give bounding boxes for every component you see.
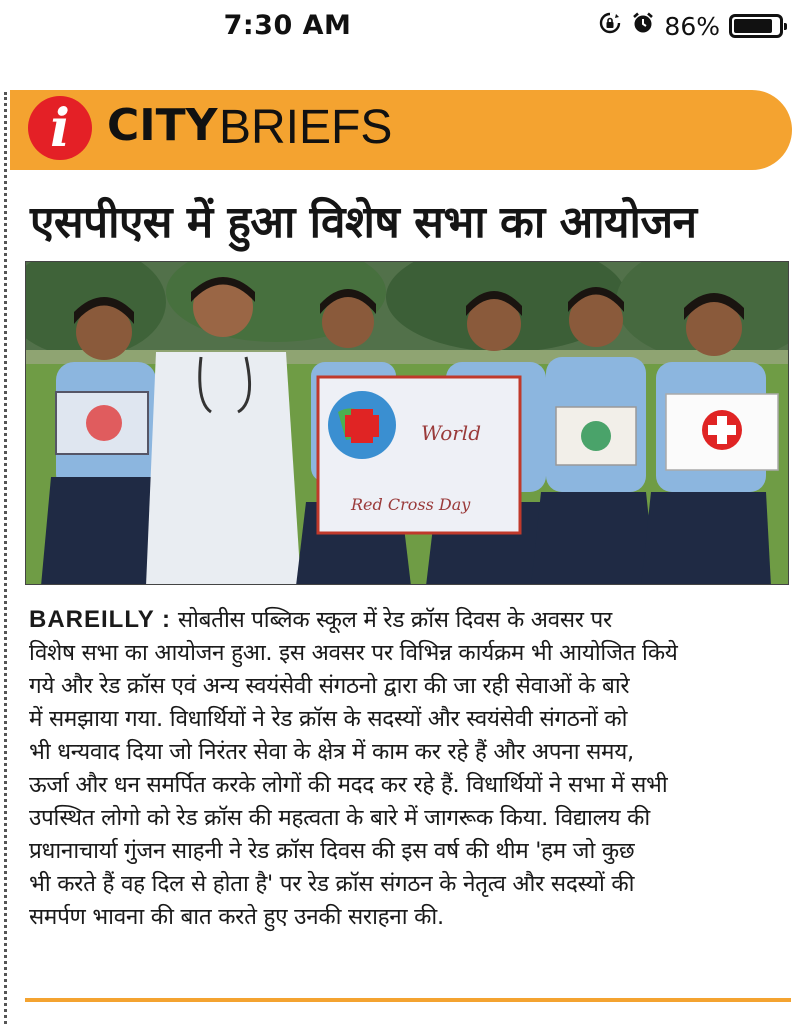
rotation-lock-icon — [598, 11, 622, 41]
bottom-rule — [25, 998, 791, 1002]
article-line: उपस्थित लोगो को रेड क्रॉस की महत्वता के बारे में जागरूक किया. विद्यालय की — [29, 805, 650, 831]
article-headline: एसपीएस में हुआ विशेष सभा का आयोजन — [30, 197, 697, 248]
article-line: भी धन्यवाद दिया जो निरंतर सेवा के क्षेत्र में काम कर रहे हैं और अपना समय, — [29, 739, 634, 765]
article-line: सोबतीस पब्लिक स्कूल में रेड क्रॉस दिवस के अवसर पर — [171, 607, 612, 633]
article-line: भी करते हैं वह दिल से होता है' पर रेड क्रॉस संगठन के नेतृत्व और सदस्यों की — [29, 871, 635, 897]
clock-time: 7:30 AM — [223, 10, 352, 41]
battery-fill — [734, 19, 772, 33]
article-line: प्रधानाचार्या गुंजन साहनी ने रेड क्रॉस दिवस की इस वर्ष की थीम 'हम जो कुछ — [29, 838, 635, 864]
column-dotted-rule — [4, 92, 7, 1024]
article-line: विशेष सभा का आयोजन हुआ. इस अवसर पर विभिन्न कार्यक्रम भी आयोजित किये — [29, 640, 678, 666]
status-icons — [598, 11, 783, 41]
article-line: में समझाया गया. विधार्थियों ने रेड क्रॉस के सदस्यों और स्वयंसेवी संगठनों को — [29, 706, 628, 732]
article-line-first — [29, 603, 781, 637]
alarm-clock-icon — [631, 11, 655, 41]
status-bar — [0, 0, 799, 56]
dateline: BAREILLY : — [29, 606, 172, 633]
article-line: गये और रेड क्रॉस एवं अन्य स्वयंसेवी संगठनो द्वारा की जा रही सेवाओं के बारे — [29, 673, 630, 699]
city-briefs-banner — [10, 90, 792, 170]
banner-city-label: CITY — [107, 100, 218, 151]
article-line: ऊर्जा और धन समर्पित करके लोगों की मदद कर रहे हैं. विधार्थियों ने सभा में सभी — [29, 772, 668, 798]
world-red-cross-day-poster — [318, 377, 520, 533]
poster-text-world: World — [421, 421, 481, 445]
banner-briefs-label: BRIEFS — [219, 101, 393, 154]
article-photo — [25, 261, 789, 585]
battery-percent: 86% — [664, 11, 720, 41]
i-logo-icon: i — [28, 96, 92, 160]
article-line: समर्पण भावना की बात करते हुए उनकी सराहना की. — [29, 904, 444, 930]
battery-icon — [729, 14, 783, 38]
poster-text-red-cross-day: Red Cross Day — [351, 495, 471, 514]
article-body — [29, 603, 781, 934]
